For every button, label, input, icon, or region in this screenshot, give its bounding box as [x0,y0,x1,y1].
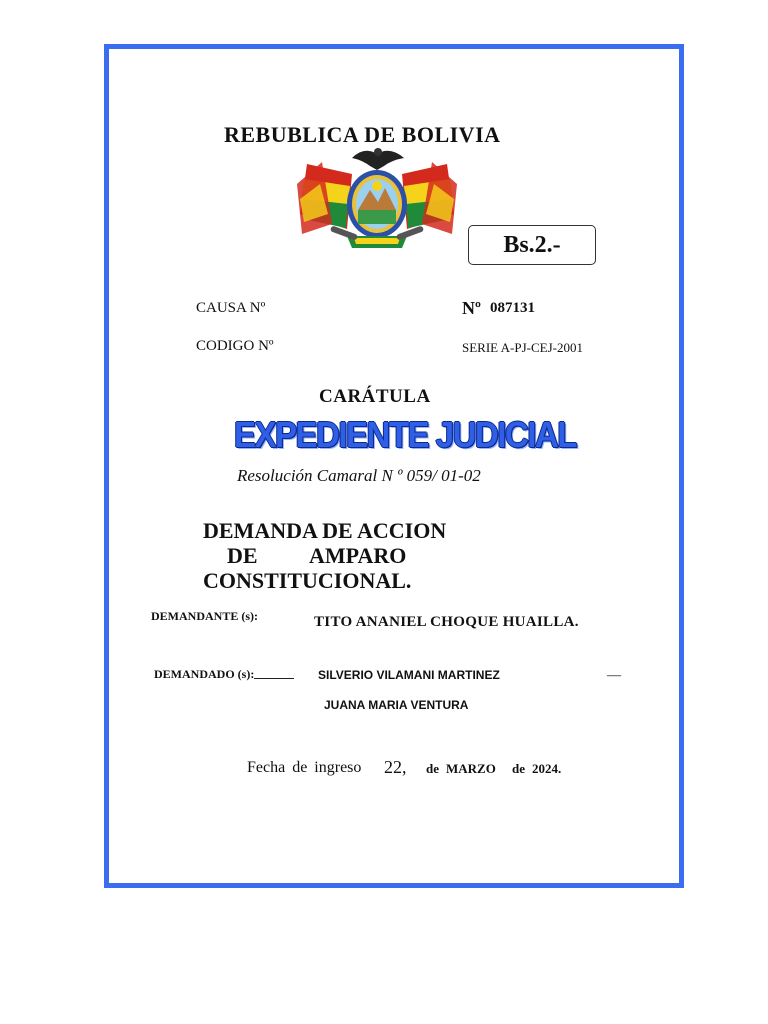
label-underline [254,678,294,679]
fecha-de-2: de [512,761,525,776]
demanda-line-3: CONSTITUCIONAL. [203,568,412,593]
codigo-label: CODIGO Nº [196,338,274,354]
fecha-de-1: de [426,761,439,776]
causa-label: CAUSA Nº [196,300,266,316]
caratula-heading: CARÁTULA [319,386,431,407]
resolucion-line: Resolución Camaral N º 059/ 01-02 [237,466,481,485]
number-symbol: Nº [462,298,481,318]
document-number: 087131 [490,300,535,316]
demanda-line-2a: DE [227,543,258,568]
country-heading: REBUBLICA DE BOLIVIA [224,122,501,147]
coat-of-arms-icon [292,144,462,254]
expediente-title: EXPEDIENTE JUDICIAL [234,414,576,455]
separator-dash: — [607,668,621,683]
demandante-label: DEMANDANTE (s): [151,609,258,623]
fecha-day: 22, [384,757,407,777]
demandado-name-1: SILVERIO VILAMANI MARTINEZ [318,668,500,682]
demandante-name: TITO ANANIEL CHOQUE HUAILLA. [314,614,579,630]
serie-code: SERIE A-PJ-CEJ-2001 [462,340,583,355]
demanda-line-2b: AMPARO [309,543,407,568]
demandado-name-2: JUANA MARIA VENTURA [324,698,469,712]
fecha-label: Fecha de ingreso [247,759,362,776]
demandado-label: DEMANDADO (s): [154,667,255,681]
fecha-year: 2024. [532,761,562,776]
fecha-month: MARZO [446,761,496,776]
price-stamp: Bs.2.- [468,225,596,265]
demanda-line-1: DEMANDA DE ACCION [203,518,447,543]
